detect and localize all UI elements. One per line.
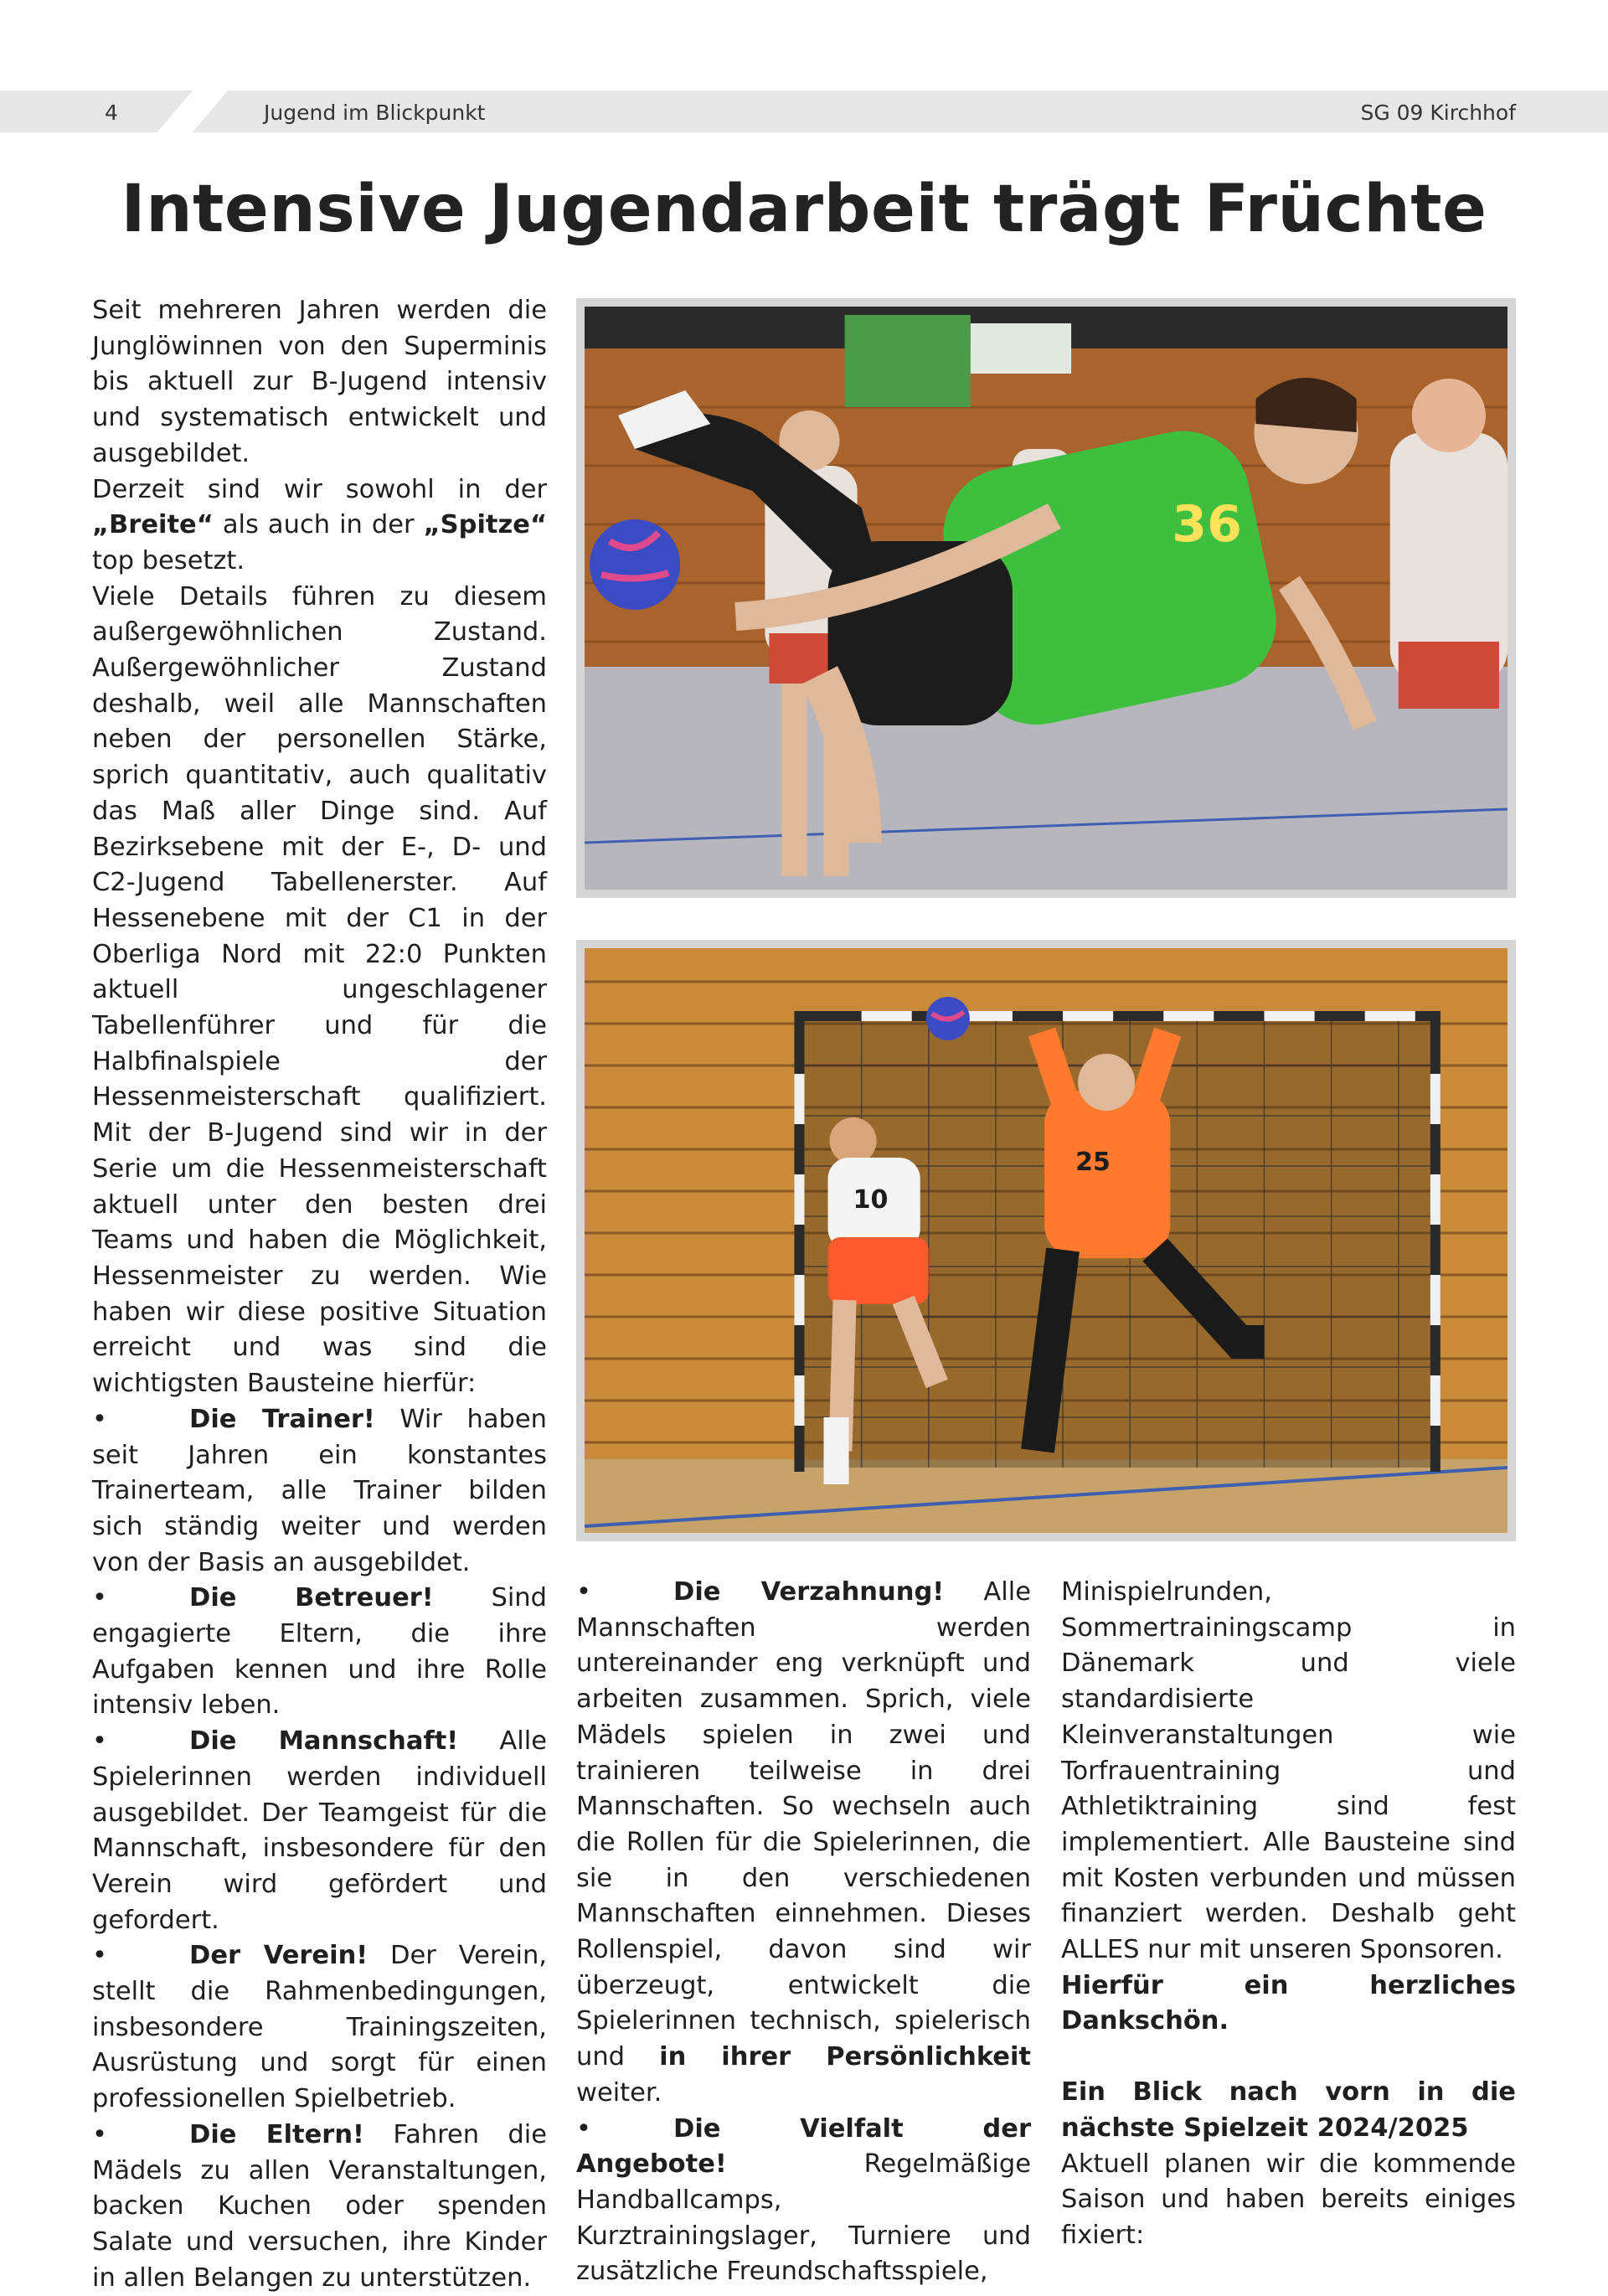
- bullet-icon: •: [92, 1941, 107, 1971]
- bullet-item: [576, 1575, 1031, 2112]
- photo-goalkeeper: [576, 940, 1516, 1541]
- shooter-number-10: 10: [853, 1185, 889, 1215]
- bold-term: in ihrer Persönlichkeit: [659, 2042, 1032, 2072]
- photo-jump-shot: [576, 298, 1516, 898]
- bullet-heading: Die Mannschaft!: [189, 1726, 459, 1757]
- spacer: [1061, 2040, 1516, 2075]
- bullet-heading: Der Verein!: [189, 1941, 368, 1971]
- thanks-note: [1061, 1968, 1516, 2040]
- goalkeeper-image: [585, 948, 1508, 1533]
- bullet-heading: Die Vielfalt der Angebote!: [576, 2113, 1031, 2180]
- bullet-heading: Die Trainer!: [189, 1404, 375, 1434]
- bullet-item: [92, 2118, 547, 2296]
- section-title: Jugend im Blickpunkt: [264, 101, 486, 125]
- bullet-icon: •: [576, 1577, 591, 1607]
- text-column-2: [576, 1575, 1031, 2290]
- paragraph: [92, 472, 547, 580]
- bullet-icon: •: [92, 2119, 107, 2149]
- bullet-item: [576, 2112, 1031, 2291]
- bullet-item: [92, 1938, 547, 2118]
- page-number: 4: [105, 101, 118, 125]
- bullet-icon: •: [576, 2113, 591, 2144]
- bullet-heading: Die Verzahnung!: [673, 1577, 945, 1607]
- bullet-text: Alle Mannschaften werden untereinander eng verknüpft und arbeiten zusammen. Sprich, viele Mädels spielen in zwei und trainieren teilweise in drei Mannschaften. So wechseln auch die Rollen für die Spielerinnen, die sie in den verschiedenen Mannschaften einnehmen. Dieses Rollenspiel, davon sind wir überzeugt, entwickelt die Spielerinnen technisch, spielerisch und: [576, 1577, 1031, 2072]
- text-run: Derzeit sind wir sowohl in der: [92, 474, 547, 504]
- bullet-item: [92, 1724, 547, 1938]
- jersey-number-36: 36: [1172, 495, 1242, 554]
- subheading: [1061, 2075, 1516, 2146]
- text-column-3: [1061, 1575, 1516, 2254]
- bold-term: Hierfür ein herzliches Dankschön.: [1061, 1970, 1516, 2036]
- bullet-text: Fahren die Mädels zu allen Veranstaltungen, backen Kuchen oder spenden Salate und versuchen, ihre Kinder in allen Belangen zu unterstützen.: [92, 2119, 548, 2293]
- bullet-item: [92, 1402, 547, 1581]
- bullet-heading: Die Betreuer!: [189, 1583, 434, 1613]
- paragraph: Seit mehreren Jahren werden die Junglöwinnen von den Superminis bis aktuell zur B-Jugend intensiv und systematisch entwickelt und ausgebildet.: [92, 296, 547, 468]
- bullet-text: Wir haben seit Jahren ein konstantes Trainerteam, alle Trainer bilden sich ständig weiter und werden von der Basis an ausgebildet.: [92, 1404, 547, 1577]
- bold-term: Ein Blick nach vorn in die nächste Spielzeit 2024/2025: [1061, 2077, 1516, 2143]
- club-name: SG 09 Kirchhof: [1360, 101, 1516, 125]
- bullet-text: Regelmäßige Handballcamps, Kurztrainingslager, Turniere und zusätzliche Freundschaftsspiele,: [576, 2149, 1031, 2287]
- bullet-text: weiter.: [576, 2077, 662, 2108]
- article-title: Intensive Jugendarbeit trägt Früchte: [121, 172, 1487, 247]
- bullet-text: Sind engagierte Eltern, die ihre Aufgaben kennen und ihre Rolle intensiv leben.: [92, 1583, 547, 1721]
- paragraph: Viele Details führen zu diesem außergewöhnlichen Zustand. Außergewöhnlicher Zustand deshalb, weil alle Mannschaften neben der personellen Stärke, sprich quantitativ, auch qualitativ das Maß aller Dinge sind. Auf Bezirksebene mit der E-, D- und C2-Jugend Tabellenerster. Auf Hessenebene mit der C1 in der Oberliga Nord mit 22:0 Punkten aktuell ungeschlagener Tabellenführer und für die Halbfinalspiele der Hessenmeisterschaft qualifiziert. Mit der B-Jugend sind wir in der Serie um die Hessenmeisterschaft aktuell unter den besten drei Teams und haben die Möglichkeit, Hessenmeister zu werden. Wie haben wir diese positive Situation erreicht und was sind die wichtigsten Bausteine hierfür:: [92, 581, 547, 1399]
- bullet-text: Alle Spielerinnen werden individuell ausgebildet. Der Teamgeist für die Mannschaft, insbesondere für den Verein wird gefördert und gefordert.: [92, 1726, 547, 1935]
- text-column-1: [92, 293, 547, 2296]
- bullet-icon: •: [92, 1583, 107, 1613]
- jump-shot-image: [585, 307, 1508, 890]
- bold-term: „Spitze“: [423, 510, 547, 540]
- page-header: [0, 90, 1608, 132]
- bullet-item: [92, 1581, 547, 1724]
- keeper-number-25: 25: [1075, 1148, 1111, 1177]
- bullet-text: Der Verein, stellt die Rahmenbedingungen, insbesondere Trainingszeiten, Ausrüstung und sorgt für einen professionellen Spielbetrieb.: [92, 1941, 547, 2114]
- paragraph: Minispielrunden, Sommertrainingscamp in Dänemark und viele standardisierte Kleinveranstaltungen wie Torfrauentraining und Athletiktraining sind fest implementiert. Alle Bausteine sind mit Kosten verbunden und müssen finanziert werden. Deshalb geht ALLES nur mit unseren Sponsoren.: [1061, 1577, 1516, 1965]
- bullet-icon: •: [92, 1404, 107, 1434]
- text-run: als auch in der: [213, 510, 424, 540]
- bullet-heading: Die Eltern!: [189, 2119, 364, 2149]
- text-run: top besetzt.: [92, 545, 245, 575]
- paragraph: Aktuell planen wir die kommende Saison und haben bereits einiges fixiert:: [1061, 2149, 1516, 2250]
- bold-term: „Breite“: [92, 510, 214, 540]
- bullet-icon: •: [92, 1726, 107, 1757]
